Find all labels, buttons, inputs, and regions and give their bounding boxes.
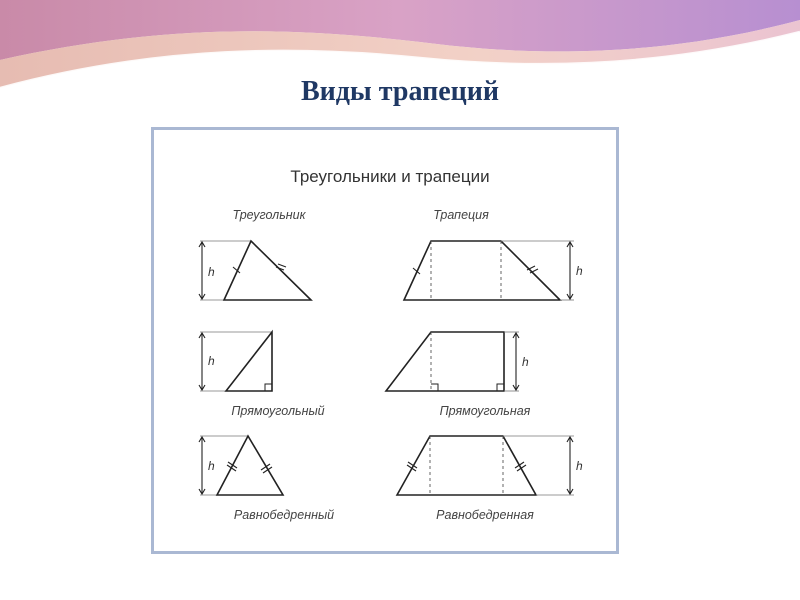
header-trapezoid: Трапеция xyxy=(433,208,489,222)
height-label-trapezoid: h xyxy=(576,264,583,278)
label-right-triangle: Прямоугольный xyxy=(231,404,325,418)
general-triangle xyxy=(199,241,311,300)
right-trapezoid xyxy=(386,332,529,391)
label-isosceles-triangle: Равнобедренный xyxy=(233,508,335,522)
figure-title: Треугольники и трапеции xyxy=(290,167,490,186)
general-trapezoid xyxy=(404,241,583,300)
height-label-isosceles-trapezoid: h xyxy=(576,459,583,473)
figure-panel xyxy=(151,127,619,554)
triangles-trapezoids-diagram xyxy=(154,130,616,551)
isosceles-triangle xyxy=(199,436,283,495)
height-label-triangle: h xyxy=(208,265,215,279)
right-triangle xyxy=(199,332,272,391)
header-triangle: Треугольник xyxy=(232,208,306,222)
height-label-right-triangle: h xyxy=(208,354,215,368)
height-label-right-trapezoid: h xyxy=(522,355,529,369)
height-label-isosceles-triangle: h xyxy=(208,459,215,473)
label-right-trapezoid: Прямоугольная xyxy=(439,404,531,418)
slide-title: Виды трапеций xyxy=(300,76,500,107)
label-isosceles-trapezoid: Равнобедренная xyxy=(436,508,534,522)
isosceles-trapezoid xyxy=(397,436,583,495)
